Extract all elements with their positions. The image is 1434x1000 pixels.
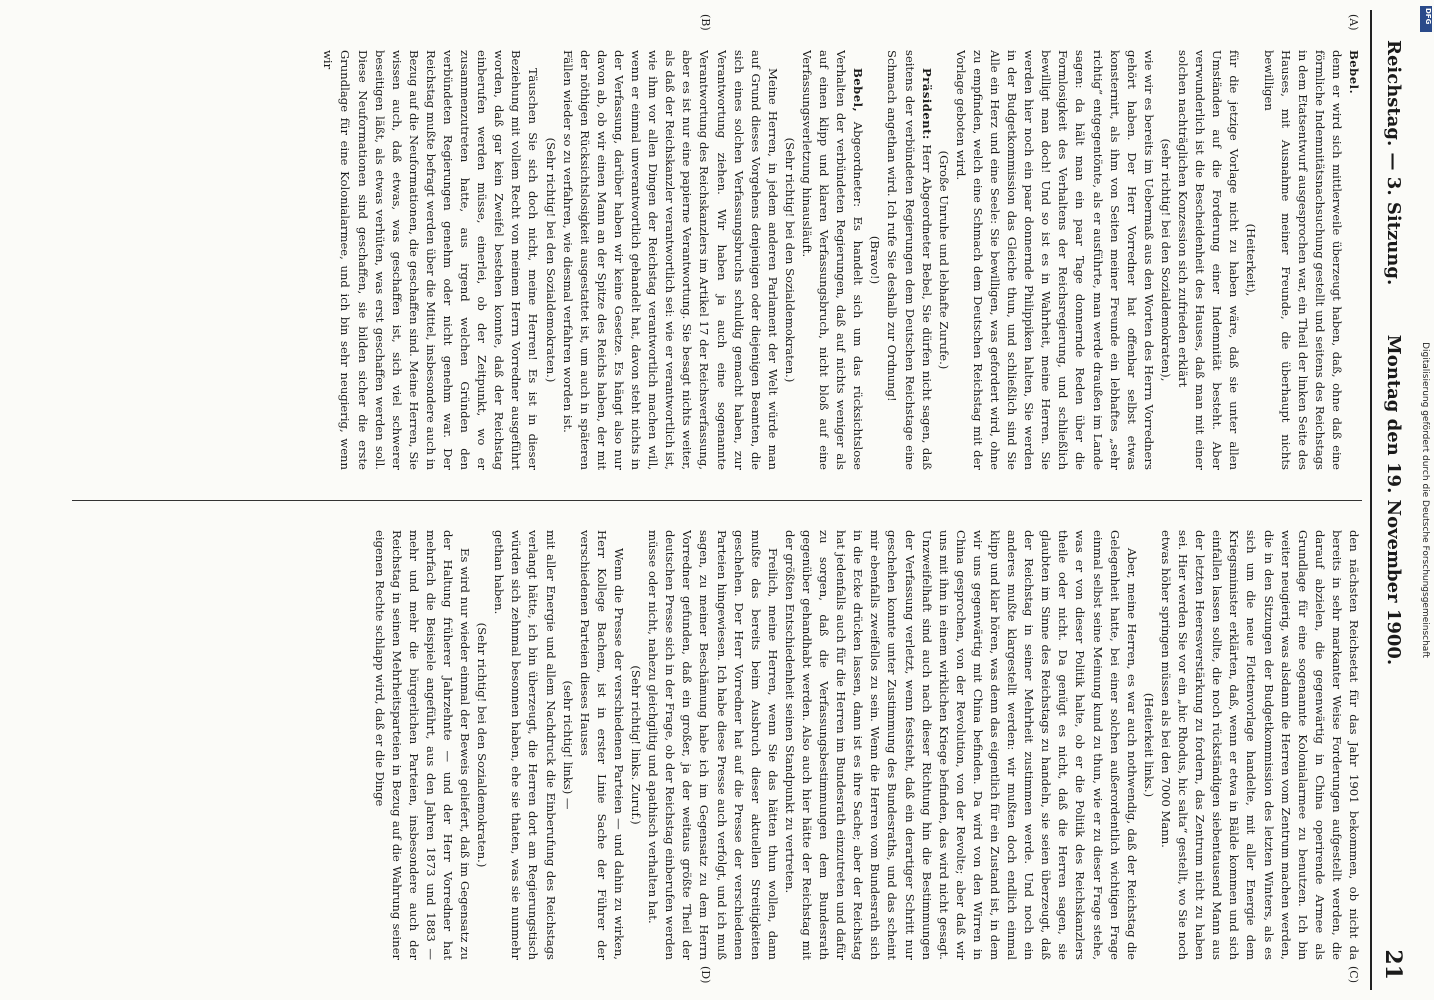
paragraph-text: (Bravo!) — [868, 235, 883, 285]
paragraph — [781, 530, 1140, 960]
interjection — [781, 50, 798, 470]
right-column-body — [371, 530, 1362, 960]
paragraph-text: wie wir es bereits im Uebermaß aus den Worten des Herrn Vorredners gehört haben. Der Herr Vorredner hat offenbar selbst etwas konsternirt, als ihm von Seiten meiner Freunde ein lebhaftes „sehr richtig“ entgegentönte, als er ausführte, man werde draußen im Lande sagen: da hält man ein paar Tage donnernde Reden über die Formlosigkeit des Verhaltens der Reichsregierung, und schließlich bewilligt man doch! Und so ist es in Wahrheit, meine Herren. Sie werden hier noch ein paar donnernde Philippiken halten, Sie werden in der Budgetkommission das Gleiche thun, und schließlich sind Sie Alle ein Herz und eine Seele: Sie bewilligen, was gefordert wird, ohne zu empfinden, welch eine Schmach dem Deutschen Reichstag mit der Vorlage geboten wird. — [953, 50, 1156, 470]
paragraph — [559, 50, 781, 470]
paragraph — [1174, 50, 1242, 470]
paragraph — [798, 50, 866, 470]
paragraph — [319, 50, 541, 470]
interjection — [542, 50, 559, 470]
paragraph-text: Aber, meine Herren, es war auch nothwendig, daß der Reichstag die Gelegenheit hatte, bei einer solchen außerordentlich wichtigen Frage einmal selbst seine Meinung kund zu thun, wie er zu dieser Frage stehe, was er von dieser Politik halte, ob er die Politik des Reichskanzlers theile oder nicht. Da genügt es nicht, daß die Herren sagen, sie glaubten im Sinne des Reichstags zu handeln, sie seien überzeugt, daß der Reichstag in seiner Mehrheit zustimmen werde. Und noch ein anderes mußte klargestellt werden: wir mußten doch endlich einmal klipp und klar hören, was denn das eigentlich für ein Zustand ist, in dem wir uns gegenwärtig mit China befinden. Da wird von den Wirren in China gesprochen, von der Revolution, von der Revolte; aber daß wir uns mit ihm in einem wirklichen Kriege befinden, das wird nicht gesagt. Unzweifelhaft sind auch nach dieser Richtung hin die Bestimmungen der Verfassung verletzt, wenn feststeht, daß ein derartiger Schritt nur geschehen konnte unter Zustimmung des Bundesraths, und das scheint mir ebenfalls zweifellos zu sein. Wenn die Herren vom Bundesrath sich in die Ecke drücken lassen, dann ist es ihre Sache; aber der Reichstag hat jedenfalls auch für die Herren im Bundesrath einzutreten und dafür zu sorgen, daß die Verfassungsbestimmungen dem Bundesrath gegenüber gehandhabt werden. Also auch hier hätte der Reichstag mit der größten Entschiedenheit seinen Standpunkt zu vertreten. — [782, 530, 1139, 960]
interjection — [1242, 50, 1259, 470]
right-column — [68, 530, 1362, 960]
paragraph-text: (Heiterkeit links.) — [1141, 692, 1156, 798]
paragraph-text: Freilich, meine Herren, wenn Sie das hätten thun wollen, dann mußte das bereits beim Ausbruch dieser aktuellen Streitigkeiten geschehen. Der Herr Vorredner hat auf die Presse der verschiedenen Parteien hingewiesen. Ich habe diese Presse auch verfolgt, und ich muß sagen, zu meiner Beschämung habe ich im Gegensatz zu dem Herrn Vorredner gefunden, daß ein großer, ja der weitaus größte Theil der deutschen Presse sich in der Frage, ob der Reichstag einberufen werden müsse oder nicht, nahezu gleichgiltig und apathisch verhalten hat. — [646, 530, 780, 960]
paragraph — [490, 530, 558, 960]
paragraph-text: Wenn die Presse der verschiedenen Parteien — und dahin zu wirken, Herr Kollege Bachem, ist in erster Linie Sache der Führer der verschiedenen Parteien dieses Hauses — [577, 530, 626, 960]
paragraph — [371, 530, 474, 960]
column-divider — [72, 500, 1362, 501]
paragraph — [644, 530, 781, 960]
scanned-page — [48, 10, 1412, 990]
paragraph-text: (Sehr richtig! bei den Sozialdemokraten.) — [543, 137, 558, 383]
header-date: Montag den 19. November 1900. — [1383, 334, 1404, 666]
paragraph-text: (sehr richtig! links) — — [560, 680, 575, 810]
paragraph — [576, 530, 627, 960]
interjection — [559, 530, 576, 960]
interjection — [935, 50, 952, 470]
paragraph-text: Es wird nur wieder einmal der Beweis geliefert, daß im Gegensatz zu der Haltung früherer Jahrzehnte — und der Herr Vorredner hat mehrfach die Beispiele angeführt, aus den Jahren 1873 und 1883 — mehr und mehr die bürgerlichen Parteien, insbesondere auch der Reichstag in seinen Mehrheitsparteien in Bezug auf die Wahrung seiner eigenen Rechte schlapp wird, daß er die Dinge — [372, 530, 473, 960]
paragraph-text: (Große Unruhe und lebhafte Zurufe.) — [936, 150, 951, 370]
paragraph-text: Herr Abgeordneter Bebel, Sie dürfen nicht sagen, daß seitens der verbündeten Regierungen dem Deutschen Reichstage eine Schmach angethan wird. Ich rufe Sie deshalb zur Ordnung! — [885, 50, 934, 470]
running-speaker: Bebel. — [1347, 50, 1361, 95]
margin-marker-d: (D) — [699, 966, 712, 984]
paragraph-text: (sehr richtig! bei den Sozialdemokraten), — [1158, 138, 1173, 382]
paragraph-text: den nächsten Reichsetat für das Jahr 1901 bekommen, ob nicht da bereits in sehr markanter Weise Forderungen aufgestellt werden, die darauf abzielen, die gegenwärtig in China operirende Armee als Grundlage für eine sogenannte Kolonialarmee zu benutzen. Ich bin weiter neugierig, was alsdann die Herren vom Zentrum machen werden, die in den Sitzungen der Budgetkommission des letzten Winters, als es sich um die neue Flottenvorlage handelte, mit aller Energie dem Kriegsminister erklärten, daß, wenn er etwa in Bälde kommen und sich einfallen lassen sollte, die noch rückständigen siebentausend Mann aus der letzten Heeresverstärkung zu fordern, das Zentrum nicht zu haben sei. Hier werden Sie vor ein „hic Rhodus, hic salta“ gestellt, wo Sie noch etwas höher springen müssen als bei den 7000 Mann. — [1158, 530, 1361, 960]
interjection — [627, 530, 644, 960]
paragraph-text: (Sehr richtig! links. Zuruf.) — [629, 665, 644, 825]
page-number: 21 — [1380, 949, 1406, 980]
rotated-page-content — [48, 10, 1412, 990]
speaker-name: Bebel, — [851, 68, 866, 113]
left-column — [68, 50, 1362, 470]
paragraph-text: (Heiterkeit), — [1244, 223, 1259, 297]
paragraph — [1259, 50, 1344, 470]
paragraph-text: für die jetzige Vorlage nicht zu haben wäre, daß sie unter allen Umständen auf die Forderung einer Indemnität besteht. Aber verwunderlich ist die Bescheidenheit des Hauses, daß man mit einer solchen nachträglichen Konzession sich zufrieden erklärt — [1176, 50, 1242, 470]
interjection — [1140, 530, 1157, 960]
header-left: Reichstag. — 3. Sitzung. — [1383, 40, 1404, 286]
digitization-note: Digitalisierung gefördert durch die Deutsche Forschungsgemeinschaft — [1420, 342, 1430, 658]
margin-marker-a: (A) — [1347, 14, 1360, 31]
paragraph-text: Abgeordneter: Es handelt sich um das rücksichtslose Verhalten der verbündeten Regierungen, daß auf nichts weniger als auf einen klipp und klaren Verfassungsbruch, nicht bloß auf eine Verfassungsverletzung hinausläuft. — [800, 50, 866, 470]
paragraph — [883, 50, 934, 470]
page-header — [1370, 10, 1412, 990]
margin-marker-b: (B) — [699, 14, 712, 31]
paragraph-text: (Sehr richtig! bei den Sozialdemokraten.) — [475, 622, 490, 868]
paragraph-text: Meine Herren, in jedem anderen Parlament der Welt würde man auf Grund dieses Vorgehens denjenigen oder diejenigen Beamten, die sich eines solchen Verfassungsbruchs schuldig gemacht haben, zur Verantwortung ziehen. Wir haben ja auch eine sogenannte Verantwortung des Reichskanzlers im Artikel 17 der Reichsverfassung, aber es ist nur eine papierne Verantwortung. Sie besagt nichts weiter, als daß der Reichskanzler verantwortlich sei: wie er verantwortlich ist, wie ihm vor allen Dingen der Reichstag verantwortlich machen will, wenn er einmal unverantwortlich gehandelt hat, davon steht nichts in der Verfassung, darüber haben wir keine Gesetze. Es hängt also nur davon ab, ob wir einen Mann an der Spitze des Reichs haben, der mit der nöthigen Rücksichtslosigkeit ausgestattet ist, um auch in späteren Fällen wieder so zu verfahren, wie diesmal verfahren worden ist. — [560, 50, 780, 470]
paragraph-text: Täuschen Sie sich doch nicht, meine Herren! Es ist in dieser Beziehung mit vollem Recht von meinem Herrn Vorredner ausgeführt worden, daß gar kein Zweifel bestehen konnte, daß der Reichstag einberufen werden müsse, einerlei, ob der Zeitpunkt, wo er zusammenzutreten hatte, aus irgend welchen Gründen den verbündeten Regierungen genehm oder nicht genehm war. Der Reichstag mußte befragt werden über die Mittel, insbesondere auch in Bezug auf die Neuformationen, die geschaffen sind. Meine Herren, Sie wissen auch, daß etwas, was geschaffen ist, sich viel schwerer beseitigen läßt, als etwas verhüten, was erst geschaffen werden soll. Diese Neuformationen sind geschaffen, sie bilden sicher die erste Grundlage für eine Kolonialarmee, und ich bin sehr neugierig, wenn wir — [321, 50, 541, 470]
interjection — [866, 50, 883, 470]
digitization-footer — [1418, 10, 1432, 990]
margin-marker-c: (C) — [1347, 966, 1360, 983]
interjection — [1157, 50, 1174, 470]
paragraph — [1157, 530, 1362, 960]
paragraph — [952, 50, 1157, 470]
speaker-name: Präsident: — [919, 68, 934, 140]
dfg-logo: DFG — [1420, 6, 1432, 32]
paragraph-text: (Sehr richtig! bei den Sozialdemokraten.) — [782, 137, 797, 383]
interjection — [473, 530, 490, 960]
left-column-body — [319, 50, 1345, 470]
paragraph-text: mit aller Energie und allem Nachdruck die Einberufung des Reichstags verlangt hätte, ich bin überzeugt, die Herren dort am Regierungstisch würden sich zehnmal besonnen haben, ehe sie thaten, was sie nunmehr gethan haben. — [492, 530, 558, 960]
paragraph-text: denn er wird sich mittlerweile überzeugt haben, daß, ohne daß eine förmliche Indemnitätsnachsuchung gestellt und seitens des Reichstags in dem Etatsentwurf ausgesprochen war, ein Theil der linken Seite des Hauses, mit Ausnahme meiner Freunde, die überhaupt nichts bewilligen — [1261, 50, 1344, 470]
